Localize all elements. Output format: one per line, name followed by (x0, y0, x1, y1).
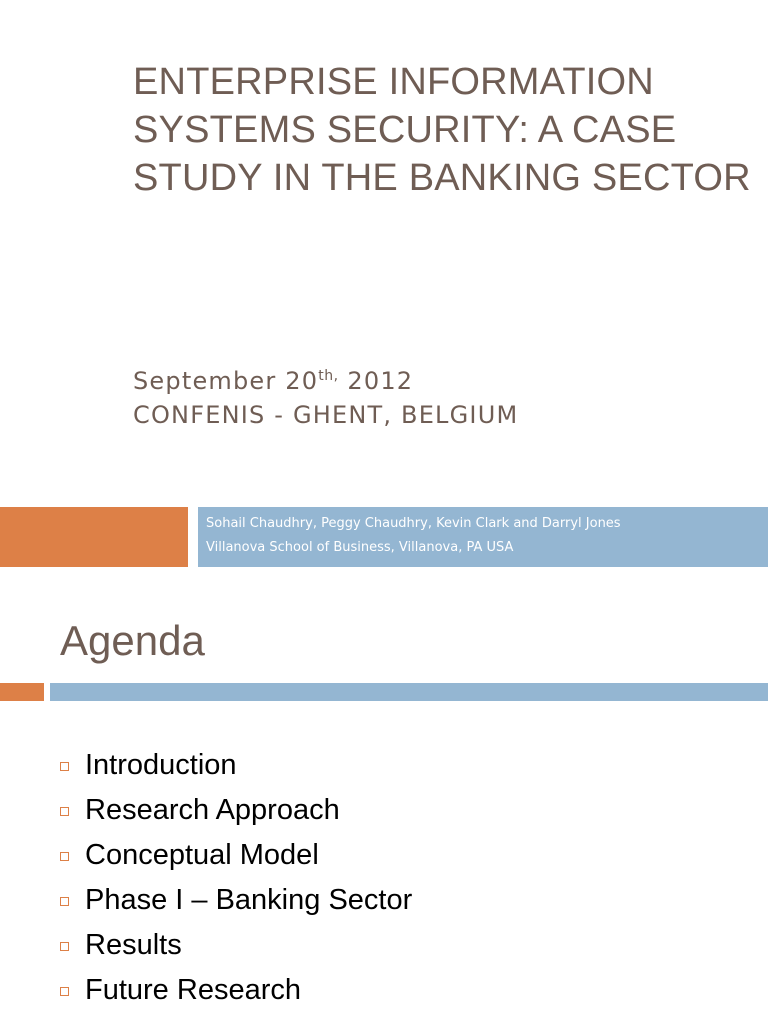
agenda-item-label: Phase I – Banking Sector (85, 883, 413, 916)
rule-accent-orange (0, 683, 44, 701)
presentation-date (133, 364, 753, 398)
date-prefix: September 20 (133, 367, 319, 395)
date-superscript: th, (318, 368, 339, 384)
presentation-venue: CONFENIS - GHENT, BELGIUM (133, 401, 519, 429)
date-suffix: 2012 (338, 367, 414, 395)
agenda-item-label: Research Approach (85, 793, 340, 826)
author-names: Sohail Chaudhry, Peggy Chaudhry, Kevin Clark and Darryl Jones (206, 516, 621, 531)
accent-band-orange (0, 507, 188, 567)
agenda-item-label: Introduction (85, 748, 237, 781)
presentation-title: ENTERPRISE INFORMATION SYSTEMS SECURITY: A CASE STUDY IN THE BANKING SECTOR (133, 61, 751, 199)
hollow-square-bullet-icon (60, 987, 69, 996)
author-block (206, 512, 766, 560)
hollow-square-bullet-icon (60, 852, 69, 861)
agenda-item-label: Conceptual Model (85, 838, 319, 871)
agenda-title: Agenda (60, 617, 205, 664)
agenda-slide (0, 600, 768, 1024)
agenda-item (60, 877, 412, 922)
agenda-item (60, 922, 412, 967)
author-affiliation: Villanova School of Business, Villanova, PA USA (206, 540, 514, 555)
hollow-square-bullet-icon (60, 897, 69, 906)
agenda-item (60, 787, 412, 832)
agenda-list (60, 742, 412, 1012)
subtitle-block (133, 364, 753, 432)
agenda-item (60, 742, 412, 787)
agenda-item-label: Future Research (85, 973, 301, 1006)
hollow-square-bullet-icon (60, 807, 69, 816)
hollow-square-bullet-icon (60, 762, 69, 771)
hollow-square-bullet-icon (60, 942, 69, 951)
agenda-item (60, 967, 412, 1012)
rule-accent-blue (50, 683, 768, 701)
agenda-item-label: Results (85, 928, 182, 961)
agenda-item (60, 832, 412, 877)
